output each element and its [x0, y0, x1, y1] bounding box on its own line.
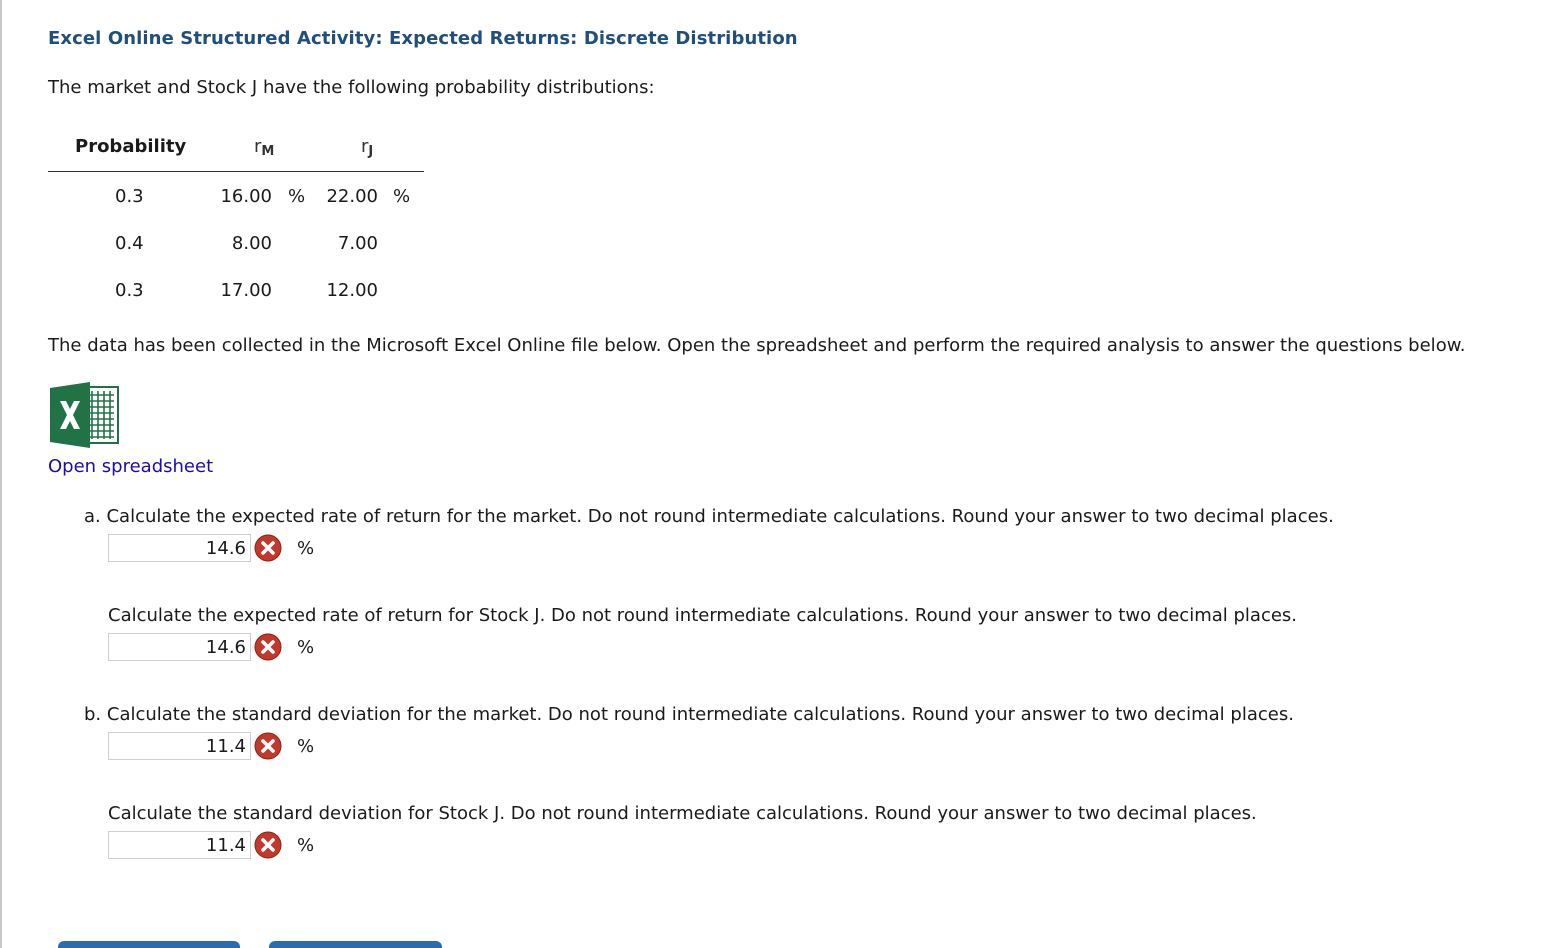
market-std-dev-input[interactable]: [108, 732, 251, 760]
intro-text: The market and Stock J have the following probability distributions:: [48, 77, 655, 98]
incorrect-icon: [253, 731, 283, 761]
incorrect-icon: [253, 533, 283, 563]
probability-cell: 0.3: [115, 280, 144, 301]
left-border: [0, 0, 2, 948]
instructions-text: The data has been collected in the Microsoft Excel Online file below. Open the spreadsheet and perform the required analysis to answer the questions below.: [48, 335, 1466, 356]
question-b-market-std-dev: b. Calculate the standard deviation for the market. Do not round intermediate calculations. Round your answer to two decimal places.: [84, 704, 1294, 725]
probability-cell: 0.3: [115, 186, 144, 207]
question-a-market-expected-return: a. Calculate the expected rate of return for the market. Do not round intermediate calculations. Round your answer to two decimal places.: [84, 506, 1334, 527]
stock-j-std-dev-input[interactable]: [108, 831, 251, 859]
stock-j-return-cell: 12.00: [326, 280, 378, 301]
incorrect-icon: [253, 632, 283, 662]
probability-distribution-table: [48, 130, 424, 313]
answer-row: [108, 633, 314, 661]
bottom-button-1[interactable]: [58, 941, 240, 948]
percent-unit: %: [297, 735, 315, 757]
table-row: [48, 219, 424, 266]
page-title: Excel Online Structured Activity: Expected Returns: Discrete Distribution: [48, 28, 798, 49]
percent-sign: %: [393, 186, 411, 207]
percent-unit: %: [297, 834, 315, 856]
probability-cell: 0.4: [115, 233, 144, 254]
table-row: [48, 172, 424, 219]
answer-row: [108, 534, 314, 562]
percent-sign: %: [288, 186, 306, 207]
answer-row: [108, 831, 314, 859]
header-market-return: $r_M$: [254, 136, 275, 159]
stock-j-expected-return-input[interactable]: [108, 633, 251, 661]
percent-unit: %: [297, 636, 315, 658]
stock-j-return-cell: 22.00: [326, 186, 378, 207]
market-return-cell: 16.00: [220, 186, 272, 207]
header-stock-j-return: $r_J$: [361, 136, 374, 159]
market-return-cell: 17.00: [220, 280, 272, 301]
question-a-stock-j-expected-return: Calculate the expected rate of return for Stock J. Do not round intermediate calculations. Round your answer to two decimal places.: [108, 605, 1298, 626]
table-row: [48, 266, 424, 313]
stock-j-return-cell: 7.00: [337, 233, 378, 254]
table-header: [48, 130, 424, 172]
bottom-button-2[interactable]: [269, 941, 442, 948]
excel-icon[interactable]: [48, 381, 120, 449]
header-probability: Probability: [75, 136, 187, 157]
question-b-stock-j-std-dev: Calculate the standard deviation for Stock J. Do not round intermediate calculations. Round your answer to two decimal places.: [108, 803, 1257, 824]
market-expected-return-input[interactable]: [108, 534, 251, 562]
percent-unit: %: [297, 537, 315, 559]
market-return-cell: 8.00: [231, 233, 272, 254]
incorrect-icon: [253, 830, 283, 860]
answer-row: [108, 732, 314, 760]
open-spreadsheet-link[interactable]: Open spreadsheet: [48, 456, 214, 477]
